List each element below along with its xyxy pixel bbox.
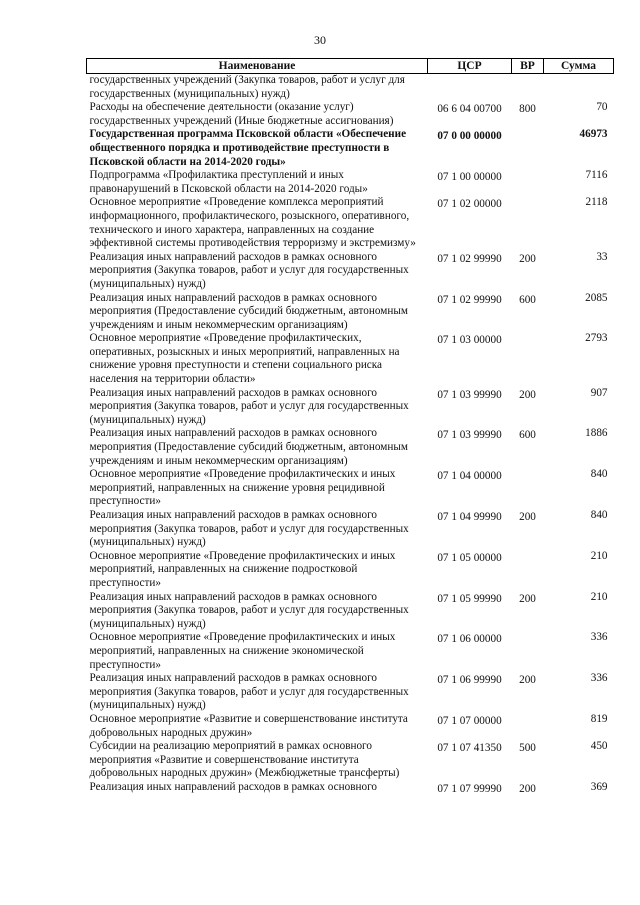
cell-csr: 07 1 07 41350 <box>437 742 502 755</box>
cell-csr: 07 1 06 99990 <box>437 674 502 687</box>
table-row <box>87 509 614 550</box>
cell-csr: 07 1 03 00000 <box>437 334 502 347</box>
cell-csr: 07 1 00 00000 <box>437 171 502 184</box>
table-row <box>87 128 614 169</box>
cell-name: Субсидии на реализацию мероприятий в рамках основного мероприятия «Развитие и совершенствование института добровольных народных дружин» (Межбюджетные трансферты) <box>89 740 400 780</box>
cell-sum: 336 <box>590 631 608 644</box>
budget-table-container <box>86 58 613 796</box>
table-row <box>87 387 614 428</box>
header-csr: ЦСР <box>428 59 512 74</box>
table-row <box>87 631 614 672</box>
table-row <box>87 591 614 632</box>
cell-vr: 800 <box>519 103 536 116</box>
cell-sum: 450 <box>590 740 608 753</box>
cell-name: Основное мероприятие «Проведение комплекса мероприятий информационного, профилактического, розыскного, оперативного, технического и иного характера, направленных на создание эффективной системы противодействия терроризму и экстремизму» <box>89 196 416 250</box>
table-header <box>87 59 614 74</box>
cell-name: Основное мероприятие «Проведение профилактических и иных мероприятий, направленных на снижение экономической преступности» <box>89 631 396 671</box>
header-row <box>87 59 614 74</box>
cell-csr: 07 1 07 99990 <box>437 782 502 795</box>
cell-csr: 06 6 04 00700 <box>437 103 502 116</box>
cell-csr: 07 0 00 00000 <box>437 130 502 143</box>
cell-name: Реализация иных направлений расходов в рамках основного мероприятия (Предоставление субсидий бюджетным, автономным учреждениям и иным некоммерческим организациям) <box>89 291 408 331</box>
header-name: Наименование <box>87 59 428 74</box>
cell-sum: 2118 <box>585 196 608 209</box>
cell-vr <box>512 468 544 509</box>
cell-sum: 2085 <box>585 291 608 304</box>
cell-name: Реализация иных направлений расходов в рамках основного мероприятия (Закупка товаров, работ и услуг для государственных (муниципальных) нужд) <box>89 250 409 290</box>
cell-name: Реализация иных направлений расходов в рамках основного мероприятия (Закупка товаров, работ и услуг для государственных (муниципальных) нужд) <box>89 386 409 426</box>
cell-vr: 200 <box>519 674 536 687</box>
table-row <box>87 332 614 386</box>
cell-csr: 07 1 05 00000 <box>437 551 502 564</box>
header-vr: ВР <box>512 59 544 74</box>
cell-sum: 840 <box>590 468 608 481</box>
cell-csr: 07 1 04 99990 <box>437 511 502 523</box>
budget-table <box>86 58 614 796</box>
cell-name: Основное мероприятие «Проведение профилактических, оперативных, розыскных и иных мероприятий, направленных на снижение уровня преступности и степени социального риска населения на территории области» <box>89 332 400 386</box>
table-row <box>87 74 614 102</box>
cell-csr: 07 1 02 00000 <box>437 198 502 211</box>
table-row <box>87 550 614 591</box>
page-number: 30 <box>314 33 326 47</box>
cell-name: Основное мероприятие «Проведение профилактических и иных мероприятий, направленных на снижение подростковой преступности» <box>89 549 396 589</box>
cell-vr <box>512 128 544 169</box>
header-sum: Сумма <box>544 59 614 74</box>
cell-name: Реализация иных направлений расходов в рамках основного <box>89 780 377 793</box>
cell-sum: 336 <box>590 672 608 685</box>
cell-sum: 907 <box>590 386 608 399</box>
table-body <box>87 74 614 797</box>
cell-sum: 70 <box>596 101 608 114</box>
cell-vr <box>512 169 544 196</box>
table-row <box>87 427 614 468</box>
cell-csr: 07 1 07 00000 <box>437 714 502 727</box>
cell-vr <box>512 332 544 386</box>
table-row <box>87 101 614 128</box>
cell-name: Реализация иных направлений расходов в рамках основного мероприятия (Закупка товаров, работ и услуг для государственных (муниципальных) нужд) <box>89 590 409 630</box>
cell-vr <box>512 196 544 250</box>
table-row <box>87 781 614 797</box>
cell-sum: 7116 <box>585 169 608 182</box>
cell-sum: 1886 <box>585 427 608 440</box>
cell-csr: 07 1 03 99990 <box>437 429 502 442</box>
table-row <box>87 740 614 781</box>
table-row <box>87 672 614 713</box>
cell-name: Расходы на обеспечение деятельности (оказание услуг) государственных учреждений (Иные бюджетные ассигнования) <box>89 101 394 127</box>
cell-name: Государственная программа Псковской области «Обеспечение общественного порядка и противодействие преступности в Псковской области на 2014-2020 годы» <box>89 128 407 168</box>
table-row <box>87 468 614 509</box>
cell-vr: 200 <box>519 511 536 523</box>
cell-vr <box>512 713 544 740</box>
cell-vr: 200 <box>519 592 536 605</box>
cell-name: Реализация иных направлений расходов в рамках основного мероприятия (Предоставление субсидий бюджетным, автономным учреждениям и иным некоммерческим организациям) <box>89 427 408 467</box>
table-row <box>87 196 614 250</box>
cell-vr: 200 <box>519 782 536 795</box>
cell-name: Реализация иных направлений расходов в рамках основного мероприятия (Закупка товаров, работ и услуг для государственных (муниципальных) нужд) <box>89 509 409 549</box>
cell-csr: 07 1 03 99990 <box>437 388 502 401</box>
cell-vr <box>512 550 544 591</box>
cell-vr: 600 <box>519 293 536 306</box>
cell-csr: 07 1 02 99990 <box>437 293 502 306</box>
cell-name: Основное мероприятие «Развитие и совершенствование института добровольных народных дружин» <box>89 712 408 739</box>
cell-name: Реализация иных направлений расходов в рамках основного мероприятия (Закупка товаров, работ и услуг для государственных (муниципальных) нужд) <box>89 672 409 712</box>
cell-name: государственных учреждений (Закупка товаров, работ и услуг для государственных (муниципальных) нужд) <box>89 74 405 100</box>
cell-sum: 819 <box>590 712 608 725</box>
cell-sum: 33 <box>596 250 608 263</box>
cell-name: Подпрограмма «Профилактика преступлений и иных правонарушений в Псковской области на 2014-2020 годы» <box>89 169 368 195</box>
table-row <box>87 251 614 292</box>
cell-vr: 200 <box>519 252 536 265</box>
cell-name: Основное мероприятие «Проведение профилактических и иных мероприятий, направленных на снижение уровня рецидивной преступности» <box>89 468 396 508</box>
cell-vr: 200 <box>519 388 536 401</box>
table-row <box>87 292 614 333</box>
cell-sum: 2793 <box>585 332 608 345</box>
table-row <box>87 169 614 196</box>
cell-sum: 46973 <box>579 128 608 141</box>
cell-sum: 210 <box>590 590 608 603</box>
cell-vr: 500 <box>519 742 536 755</box>
table-row <box>87 713 614 740</box>
cell-csr <box>428 74 512 102</box>
cell-sum: 840 <box>590 509 608 521</box>
cell-csr: 07 1 05 99990 <box>437 592 502 605</box>
cell-vr <box>512 631 544 672</box>
cell-sum: 369 <box>590 780 608 793</box>
cell-sum <box>544 74 614 102</box>
cell-csr: 07 1 02 99990 <box>437 252 502 265</box>
cell-csr: 07 1 04 00000 <box>437 470 502 483</box>
cell-sum: 210 <box>590 549 608 562</box>
cell-vr <box>512 74 544 102</box>
cell-csr: 07 1 06 00000 <box>437 633 502 646</box>
cell-vr: 600 <box>519 429 536 442</box>
